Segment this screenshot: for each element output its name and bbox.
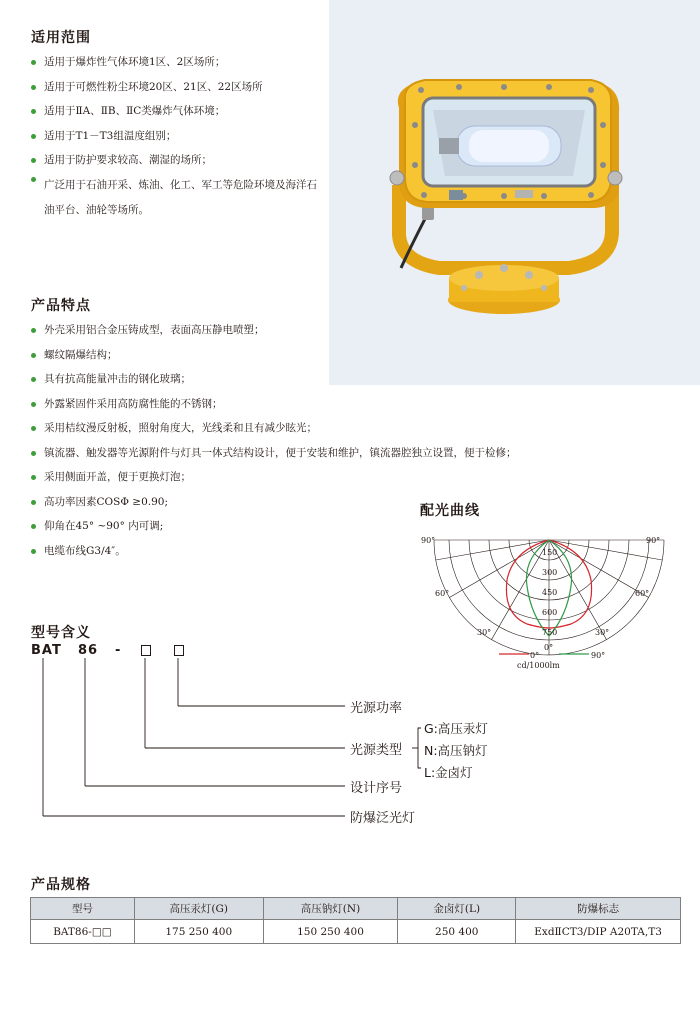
table-row (31, 920, 681, 944)
label-product: 防爆泛光灯 (350, 811, 416, 826)
column-header: 防爆标志 (516, 898, 681, 920)
legend-label: 0° (530, 651, 540, 660)
scope-heading: 适用范围 (31, 30, 91, 46)
list-item: 电缆布线G3/4″。 (30, 545, 650, 558)
angle-label: 90° (646, 536, 661, 545)
angle-label: 60° (435, 589, 450, 598)
angle-label: 0° (544, 643, 554, 652)
list-item: 适用于T1－T3组温度组别； (30, 130, 320, 143)
type-option-n: N:高压钠灯 (424, 743, 488, 758)
model-dash: - (115, 643, 122, 658)
table-cell: 150 250 400 (263, 920, 398, 944)
curve-heading: 配光曲线 (420, 503, 480, 519)
radial-label: 150 (542, 548, 558, 557)
angle-label: 90° (421, 536, 436, 545)
list-item: 适用于ⅡA、ⅡB、ⅡC类爆炸气体环境； (30, 105, 320, 118)
column-header: 高压汞灯(G) (134, 898, 263, 920)
label-serial: 设计序号 (350, 781, 403, 796)
spec-table (30, 897, 681, 944)
column-header: 高压钠灯(N) (263, 898, 398, 920)
type-option-l: L:金卤灯 (424, 765, 473, 780)
table-cell: 175 250 400 (134, 920, 263, 944)
table-cell: BAT86-□□ (31, 920, 135, 944)
list-item: 具有抗高能量冲击的钢化玻璃； (30, 373, 650, 386)
column-header: 金卤灯(L) (398, 898, 516, 920)
legend-label: 90° (591, 651, 606, 660)
list-item: 广泛用于石油开采、炼油、化工、军工等危险环境及海洋石油平台、油轮等场所。 (30, 173, 320, 223)
list-item: 镇流器、触发器等光源附件与灯具一体式结构设计，便于安装和维护，镇流器腔独立设置，便于检修； (30, 447, 650, 460)
column-header: 型号 (31, 898, 135, 920)
list-item: 采用桔纹漫反射板，照射角度大，光线柔和且有减少眩光； (30, 422, 650, 435)
angle-label: 30° (477, 628, 492, 637)
label-power: 光源功率 (350, 701, 403, 716)
list-item: 高功率因素COSΦ ≥0.90; (30, 496, 650, 509)
spec-heading: 产品规格 (31, 877, 91, 893)
model-leader-lines (0, 640, 700, 825)
list-item: 仰角在45° ~90° 内可调; (30, 520, 650, 533)
angle-label: 30° (595, 628, 610, 637)
model-heading: 型号含义 (31, 625, 91, 641)
scope-list (30, 56, 320, 234)
table-header-row (31, 898, 681, 920)
list-item: 适用于防护要求较高、潮湿的场所； (30, 154, 320, 167)
unit-label: cd/1000lm (517, 661, 560, 670)
label-type: 光源类型 (350, 743, 403, 758)
radial-label: 750 (542, 628, 558, 637)
table-cell: 250 400 (398, 920, 516, 944)
radial-label: 450 (542, 588, 558, 597)
list-item: 螺纹隔爆结构； (30, 349, 650, 362)
list-item: 采用侧面开盖，便于更换灯泡； (30, 471, 650, 484)
list-item: 适用于可燃性粉尘环境20区、21区、22区场所 (30, 81, 320, 94)
list-item: 外露紧固件采用高防腐性能的不锈钢； (30, 398, 650, 411)
model-series: 86 (78, 643, 99, 658)
radial-label: 600 (542, 608, 558, 617)
model-prefix: BAT (31, 643, 62, 658)
type-option-g: G:高压汞灯 (424, 721, 488, 736)
features-heading: 产品特点 (31, 298, 91, 314)
list-item: 适用于爆炸性气体环境1区、2区场所； (30, 56, 320, 69)
table-cell: ExdⅡCT3/DIP A20TA,T3 (516, 920, 681, 944)
list-item: 外壳采用铝合金压铸成型，表面高压静电喷塑； (30, 324, 650, 337)
radial-label: 300 (542, 568, 558, 577)
angle-label: 60° (635, 589, 650, 598)
